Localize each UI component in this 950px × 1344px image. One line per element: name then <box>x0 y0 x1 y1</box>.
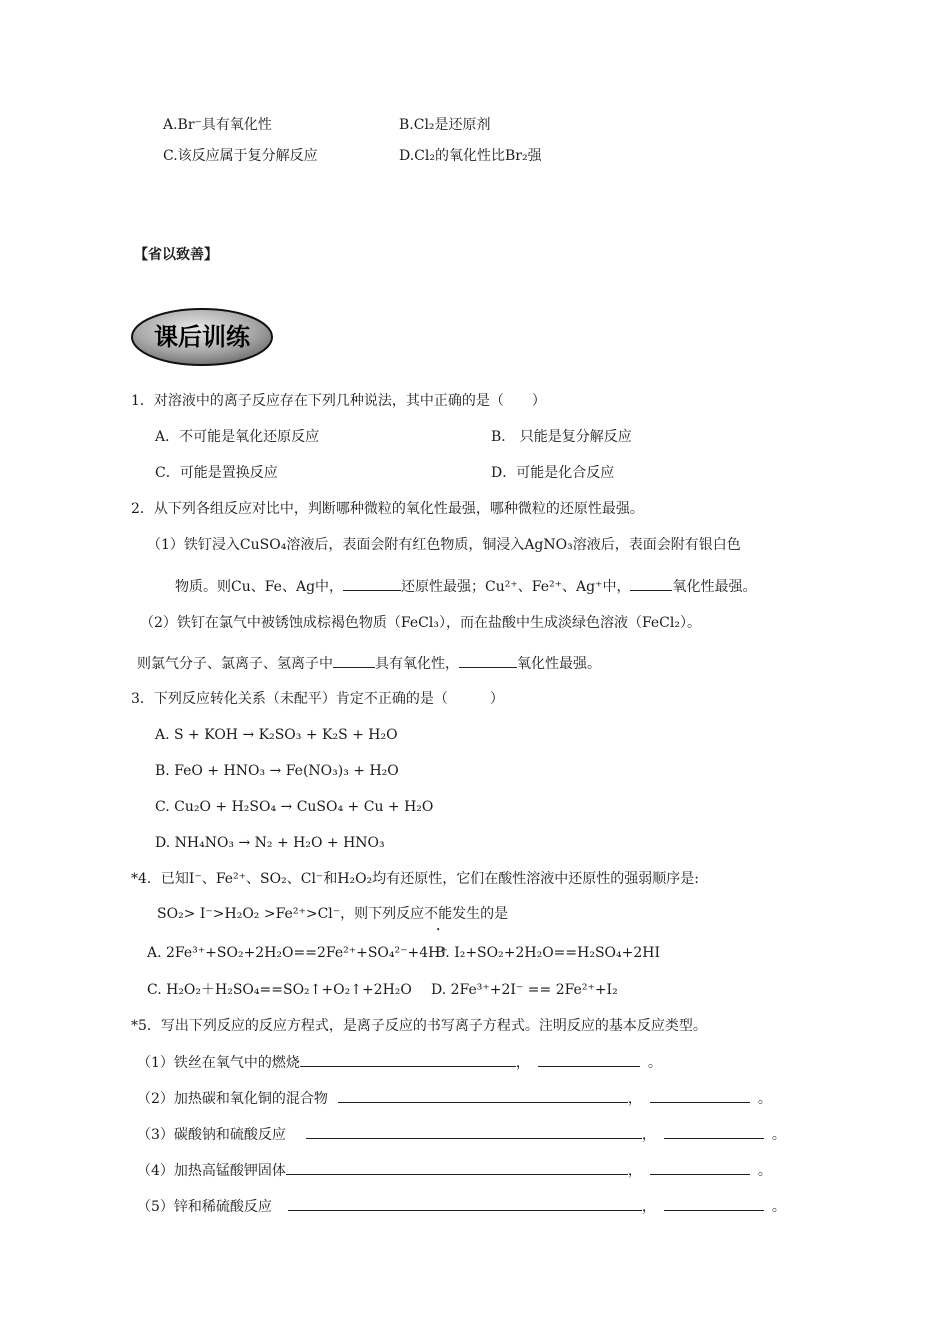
q5-item-5 <box>137 1196 786 1217</box>
option-b: B.Cl₂是还原剂 <box>399 117 491 133</box>
option-d: D.Cl₂的氧化性比Br₂强 <box>399 148 542 164</box>
q3-option-a: A. S + KOH → K₂SO₃ + K₂S + H₂O <box>155 727 398 743</box>
q5-type-blank[interactable] <box>650 1088 750 1103</box>
q4-option-d: D. 2Fe³⁺+2I⁻ == 2Fe²⁺+I₂ <box>431 982 618 998</box>
option-c: C.该反应属于复分解反应 <box>163 148 318 164</box>
q4-stem: *4．已知I⁻、Fe²⁺、SO₂、Cl⁻和H₂O₂均有还原性，它们在酸性溶液中还原性的强弱顺序是: <box>131 871 699 887</box>
q5-equation-blank[interactable] <box>306 1124 642 1139</box>
q2-blank-reducer[interactable] <box>343 576 401 591</box>
q2-part1-line2 <box>175 576 756 597</box>
q2-part2-text-b: 具有氧化性， <box>375 656 459 672</box>
q5-type-blank[interactable] <box>664 1124 764 1139</box>
q2-blank-oxidizer[interactable] <box>630 576 672 591</box>
q4-option-c: C. H₂O₂＋H₂SO₄==SO₂↑+O₂↑+2H₂O <box>147 982 412 998</box>
q5-item-1 <box>137 1052 662 1073</box>
q5-item-label: （4）加热高锰酸钾固体 <box>137 1163 286 1179</box>
q2-part2-line2 <box>137 653 601 674</box>
option-a: A.Br⁻具有氧化性 <box>163 117 272 133</box>
q5-comma: ， <box>627 1163 642 1179</box>
q5-item-3 <box>137 1124 786 1145</box>
q5-item-2 <box>137 1088 772 1109</box>
q5-item-label: （5）锌和稀硫酸反应 <box>137 1199 272 1215</box>
q5-equation-blank[interactable] <box>338 1088 628 1103</box>
q1-option-c: C．可能是置换反应 <box>155 465 278 481</box>
q2-stem: 2．从下列各组反应对比中，判断哪种微粒的氧化性最强，哪种微粒的还原性最强。 <box>131 501 644 517</box>
q5-period: 。 <box>771 1127 786 1143</box>
q5-period: 。 <box>757 1091 772 1107</box>
q2-part2-text-a: 则氯气分子、氯离子、氢离子中 <box>137 656 333 672</box>
q4-order-text-c: 发生的是 <box>452 906 509 922</box>
q5-type-blank[interactable] <box>650 1160 750 1175</box>
q2-blank-has-oxidizing[interactable] <box>333 653 375 668</box>
q2-part1-text-b: 还原性最强；Cu²⁺、Fe²⁺、Ag⁺中， <box>401 579 631 595</box>
q5-comma: ， <box>515 1055 530 1071</box>
q4-emphasis-not: 不能 <box>424 906 453 922</box>
q1-option-b: B． 只能是复分解反应 <box>491 429 632 445</box>
q4-option-a: A. 2Fe³⁺+SO₂+2H₂O==2Fe²⁺+SO₄²⁻+4H⁺ <box>147 945 448 961</box>
q5-period: 。 <box>771 1199 786 1215</box>
badge-title: 课后训练 <box>154 323 250 351</box>
q5-comma: ， <box>627 1091 642 1107</box>
q3-option-d: D. NH₄NO₃ → N₂ + H₂O + HNO₃ <box>155 835 385 851</box>
q3-stem: 3．下列反应转化关系（未配平）肯定不正确的是（ ） <box>131 691 504 707</box>
q5-period: 。 <box>757 1163 772 1179</box>
q2-part2-line1: （2）铁钉在氯气中被锈蚀成棕褐色物质（FeCl₃），而在盐酸中生成淡绿色溶液（FeCl₂）。 <box>140 615 701 631</box>
q4-option-b: B. I₂+SO₂+2H₂O==H₂SO₄+2HI <box>435 945 661 961</box>
q5-type-blank[interactable] <box>538 1052 640 1067</box>
q5-comma: ， <box>641 1127 656 1143</box>
q1-option-d: D．可能是化合反应 <box>491 465 615 481</box>
q5-item-label: （2）加热碳和氧化铜的混合物 <box>137 1091 328 1107</box>
q5-equation-blank[interactable] <box>300 1052 516 1067</box>
q5-equation-blank[interactable] <box>286 1160 628 1175</box>
q1-option-a: A．不可能是氧化还原反应 <box>155 429 320 445</box>
q1-stem: 1．对溶液中的离子反应存在下列几种说法，其中正确的是（ ） <box>131 393 546 409</box>
q4-order <box>157 904 508 924</box>
q5-comma: ， <box>641 1199 656 1215</box>
q2-part1-line1: （1）铁钉浸入CuSO₄溶液后，表面会附有红色物质，铜浸入AgNO₃溶液后，表面会附有银白色 <box>147 537 741 553</box>
q2-blank-strongest[interactable] <box>459 653 517 668</box>
q5-stem: *5．写出下列反应的反应方程式，是离子反应的书写离子方程式。注明反应的基本反应类型。 <box>131 1018 707 1034</box>
q5-period: 。 <box>647 1055 662 1071</box>
q5-item-label: （1）铁丝在氧气中的燃烧 <box>137 1055 300 1071</box>
section-heading: 【省以致善】 <box>134 247 218 263</box>
q5-type-blank[interactable] <box>664 1196 764 1211</box>
q2-part1-text-c: 氧化性最强。 <box>672 579 757 595</box>
q5-equation-blank[interactable] <box>288 1196 642 1211</box>
section-badge <box>130 307 274 367</box>
q2-part1-text-a: 物质。则Cu、Fe、Ag中， <box>175 579 344 595</box>
q2-part2-text-c: 氧化性最强。 <box>517 656 601 672</box>
q5-item-4 <box>137 1160 772 1181</box>
q4-order-text-a: SO₂> I⁻>H₂O₂ >Fe²⁺>Cl⁻，则下列反应 <box>157 906 425 922</box>
q3-option-b: B. FeO + HNO₃ → Fe(NO₃)₃ + H₂O <box>155 763 399 779</box>
q3-option-c: C. Cu₂O + H₂SO₄ → CuSO₄ + Cu + H₂O <box>155 799 434 815</box>
q5-item-label: （3）碳酸钠和硫酸反应 <box>137 1127 286 1143</box>
